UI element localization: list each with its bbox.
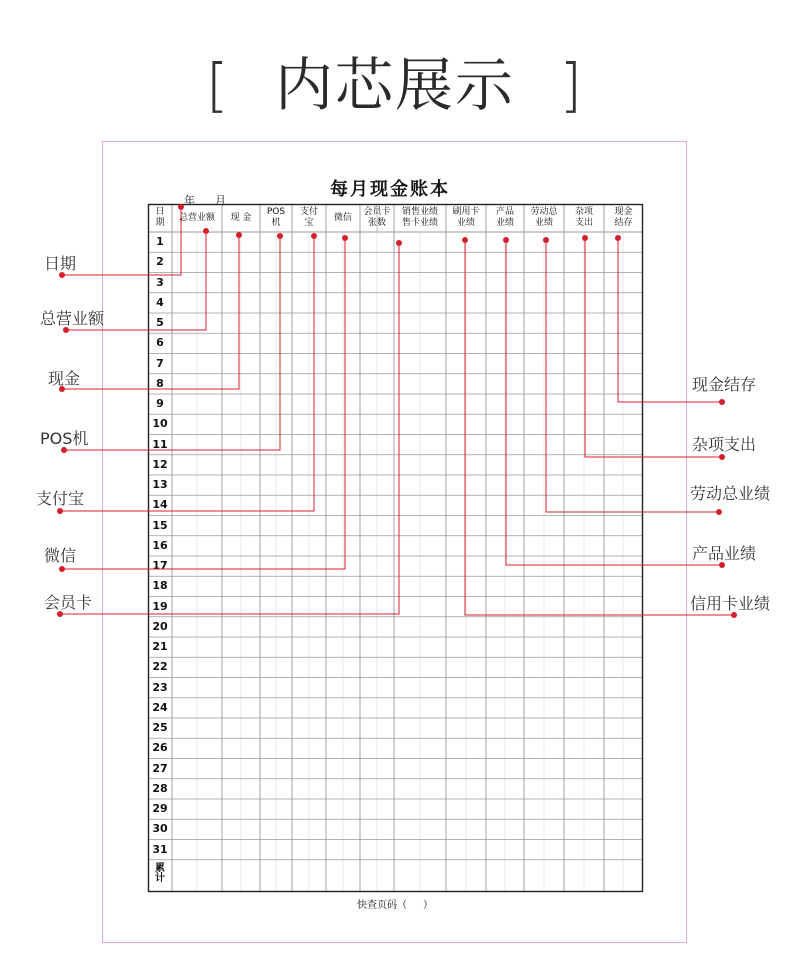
header-credit-card-line1: 刷用卡 [452,207,480,217]
callout-line-left [62,238,345,569]
day-number: 6 [156,336,164,350]
callout-label-left: POS机 [40,429,89,448]
header-pos-line2: 机 [271,218,281,228]
day-number: 28 [152,781,168,795]
header-product-line2: 业绩 [495,218,514,228]
day-number: 4 [156,295,164,309]
day-number: 2 [156,255,164,269]
title-text: 内芯展示 [274,51,515,119]
callout-end-dot [716,509,722,515]
day-number: 10 [152,417,168,431]
callout-column-dot [178,204,184,210]
day-number: 20 [152,619,168,633]
day-number: 7 [156,356,164,370]
callout-line-left [62,207,181,275]
page-code-footer: 快查页码（ ） [357,900,433,911]
header-labor-line2: 业绩 [534,218,553,228]
day-number: 3 [156,275,164,289]
callout-column-dot [236,232,242,238]
header-sales-line2: 售卡业绩 [401,218,438,228]
callout-column-dot [203,228,209,234]
day-number: 17 [152,559,168,572]
day-number: 22 [152,660,168,674]
callout-line-right [585,238,722,457]
day-number: 21 [152,640,168,653]
header-cash-balance-line2: 结存 [614,218,633,228]
header-misc-line1: 杂项 [574,207,593,217]
callout-label-right: 现金结存 [692,375,757,394]
ledger-title: 每月现金账本 [330,179,450,200]
callout-end-dot [59,566,65,572]
day-number: 27 [152,761,168,775]
header-total-revenue: 总营业额 [178,213,215,223]
header-member-card-line1: 会员卡 [363,207,391,217]
day-number: 25 [152,721,168,734]
callout-column-dot [462,237,468,243]
month-label: 月 [215,194,226,207]
day-number: 18 [152,579,168,593]
callout-label-left: 日期 [44,254,77,273]
total-line2: 计 [155,872,165,884]
callout-line-left [60,243,399,614]
day-number: 19 [152,599,168,613]
header-misc-line2: 支出 [574,218,593,228]
day-number: 5 [156,316,164,329]
callout-column-dot [311,233,317,239]
callout-column-dot [503,237,509,243]
day-number: 14 [152,498,168,512]
callout-label-left: 现金 [48,369,81,388]
day-number: 11 [152,437,168,451]
total-line1: 累 [155,862,165,874]
day-number: 13 [152,478,168,491]
day-number: 9 [156,397,164,410]
header-alipay-line2: 宝 [304,218,314,228]
header-pos-line1: POS [266,207,286,217]
year-label: 年 [184,194,195,207]
day-number: 30 [152,822,168,836]
callout-label-left: 会员卡 [44,593,93,612]
callout-label-left: 总营业额 [40,309,105,328]
day-number: 16 [152,538,168,552]
day-number: 31 [152,842,168,856]
title-open-bracket: [ [205,51,231,119]
day-number: 26 [152,741,168,755]
callout-column-dot [615,235,621,241]
callout-label-right: 杂项支出 [692,435,757,454]
callout-column-dot [582,235,588,241]
callout-label-right: 劳动总业绩 [690,484,771,503]
header-alipay-line1: 支付 [299,207,318,217]
header-product-line1: 产品 [495,207,514,217]
day-number: 1 [156,235,164,248]
day-number: 8 [156,376,164,390]
header-wechat: 微信 [333,213,352,223]
callout-column-dot [396,240,402,246]
day-number: 15 [152,518,168,532]
header-date-line2: 期 [155,218,165,228]
callout-end-dot [719,399,725,405]
header-date-line1: 日 [155,207,165,217]
callout-column-dot [342,235,348,241]
callout-label-left: 微信 [44,546,77,565]
callout-line-left [64,236,280,450]
day-number: 24 [152,700,168,714]
callout-label-left: 支付宝 [36,489,85,508]
title-close-bracket: ] [559,51,585,119]
header-cash-balance-line1: 现金 [614,207,633,217]
callout-column-dot [543,237,549,243]
day-number: 12 [152,457,168,471]
callout-label-right: 产品业绩 [692,544,757,563]
callout-line-left [60,236,314,511]
callout-column-dot [277,233,283,239]
header-sales-line1: 销售业绩 [401,207,438,217]
header-labor-line1: 劳动总 [530,207,558,217]
header-cash: 现 金 [230,213,252,223]
header-member-card-line2: 张数 [367,218,386,228]
callout-label-right: 信用卡业绩 [690,594,771,613]
day-number: 23 [152,680,168,694]
day-number: 29 [152,802,168,815]
header-credit-card-line2: 业绩 [456,218,475,228]
